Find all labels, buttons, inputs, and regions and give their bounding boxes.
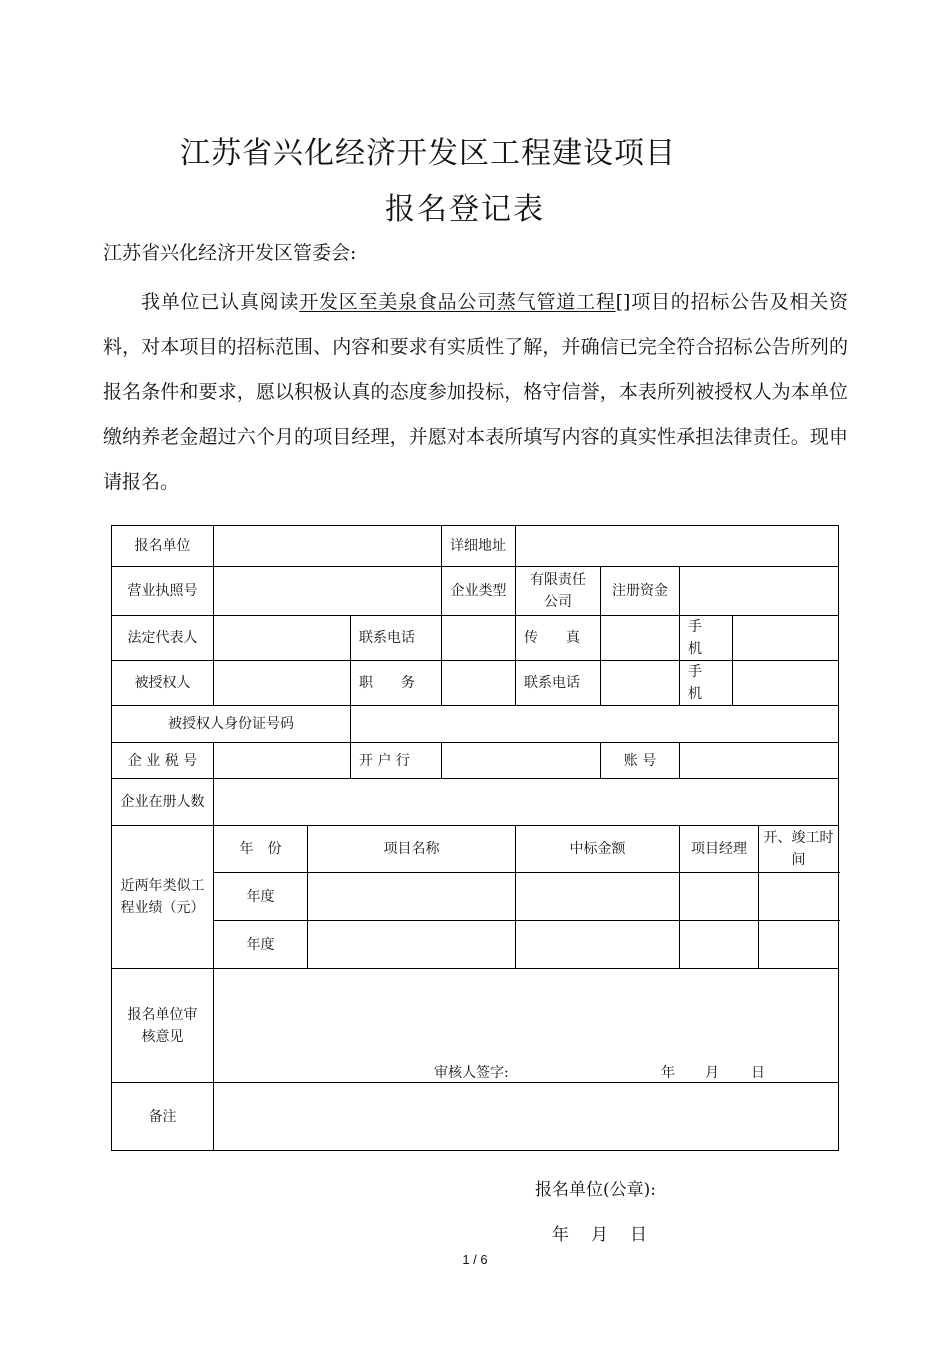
intro-paragraph [103,280,848,505]
phone-field[interactable] [442,616,516,661]
reviewer-sign-label: 审核人签字: [434,1065,509,1081]
mobile-field-2[interactable] [733,661,839,706]
row-tax [112,743,839,779]
row-employees [112,779,839,826]
label-bank: 开 户 行 [351,743,442,779]
row-performance-1 [112,873,839,921]
tax-no-field[interactable] [214,743,351,779]
label-mobile: 手 机 [680,616,733,661]
label-account: 账 号 [601,743,680,779]
unit-field[interactable] [214,526,442,567]
label-opinion: 报名单位审核意见 [112,969,214,1083]
row-opinion [112,969,839,1083]
perf-amount-1[interactable] [516,873,680,921]
seal-month: 月 [591,1225,608,1245]
mobile-field[interactable] [733,616,839,661]
label-company-type: 企业类型 [442,567,516,616]
label-performance: 近两年类似工程业绩（元） [112,826,214,969]
seal-date [552,1220,669,1245]
perf-project-2[interactable] [308,921,516,969]
perf-manager-1[interactable] [680,873,759,921]
address-field[interactable] [516,526,839,567]
perf-manager-2[interactable] [680,921,759,969]
label-address: 详细地址 [442,526,516,567]
authorized-field[interactable] [214,661,351,706]
label-unit: 报名单位 [112,526,214,567]
header-year: 年 份 [214,826,308,873]
remarks-field[interactable] [214,1083,839,1151]
label-legal-rep: 法定代表人 [112,616,214,661]
seal-year: 年 [552,1225,569,1245]
registration-form [111,525,839,1151]
perf-year-1: 年度 [214,873,308,921]
opinion-field[interactable] [214,969,839,1083]
account-field[interactable] [680,743,839,779]
row-performance-2 [112,921,839,969]
label-fax: 传 真 [516,616,601,661]
header-project-manager: 项目经理 [680,826,759,873]
id-number-field[interactable] [351,706,839,743]
document-title: 江苏省兴化经济开发区工程建设项目 [180,136,676,171]
bank-field[interactable] [442,743,601,779]
header-dates: 开、竣工时间 [759,826,839,873]
audit-day: 日 [751,1065,765,1081]
perf-dates-2[interactable] [759,921,839,969]
perf-year-2: 年度 [214,921,308,969]
license-field[interactable] [214,567,442,616]
page-number: 1 / 6 [462,1252,488,1267]
project-name: 开发区至美泉食品公司蒸气管道工程 [299,291,616,313]
header-project-name: 项目名称 [308,826,516,873]
fax-field[interactable] [601,616,680,661]
label-employees: 企业在册人数 [112,779,214,826]
label-license: 营业执照号 [112,567,214,616]
capital-field[interactable] [680,567,839,616]
legal-rep-field[interactable] [214,616,351,661]
label-mobile-2: 手 机 [680,661,733,706]
label-phone-2: 联系电话 [516,661,601,706]
phone-field-2[interactable] [601,661,680,706]
audit-month: 月 [705,1065,719,1081]
header-bid-amount: 中标金额 [516,826,680,873]
label-position: 职 务 [351,661,442,706]
addressee: 江苏省兴化经济开发区管委会: [103,242,357,264]
seal-label: 报名单位(公章): [535,1180,656,1200]
audit-year: 年 [661,1065,675,1081]
intro-after: []项目的招标公告及相关资料，对本项目的招标范围、内容和要求有实质性了解，并确信已完全符合招标公告所列的报名条件和要求，愿以积极认真的态度参加投标，格守信誉，本表所列被授权人为本单位缴纳养老金超过六个月的项目经理，并愿对本表所填写内容的真实性承担法律责任。现申请报名。 [103,291,848,493]
row-authorized [112,661,839,706]
row-remarks [112,1083,839,1151]
row-id-number [112,706,839,743]
row-license [112,567,839,616]
document-subtitle: 报名登记表 [385,192,545,227]
intro-before: 我单位已认真阅读 [141,291,300,313]
label-tax-no: 企 业 税 号 [112,743,214,779]
row-legal-rep [112,616,839,661]
perf-project-1[interactable] [308,873,516,921]
perf-dates-1[interactable] [759,873,839,921]
row-unit [112,526,839,567]
label-id-number: 被授权人身份证号码 [112,706,351,743]
employees-field[interactable] [214,779,839,826]
company-type-value: 有限责任公司 [516,567,601,616]
label-capital: 注册资金 [601,567,680,616]
position-field[interactable] [442,661,516,706]
label-remarks: 备注 [112,1083,214,1151]
seal-day: 日 [630,1225,647,1245]
row-performance-header [112,826,839,873]
perf-amount-2[interactable] [516,921,680,969]
label-authorized: 被授权人 [112,661,214,706]
label-phone: 联系电话 [351,616,442,661]
